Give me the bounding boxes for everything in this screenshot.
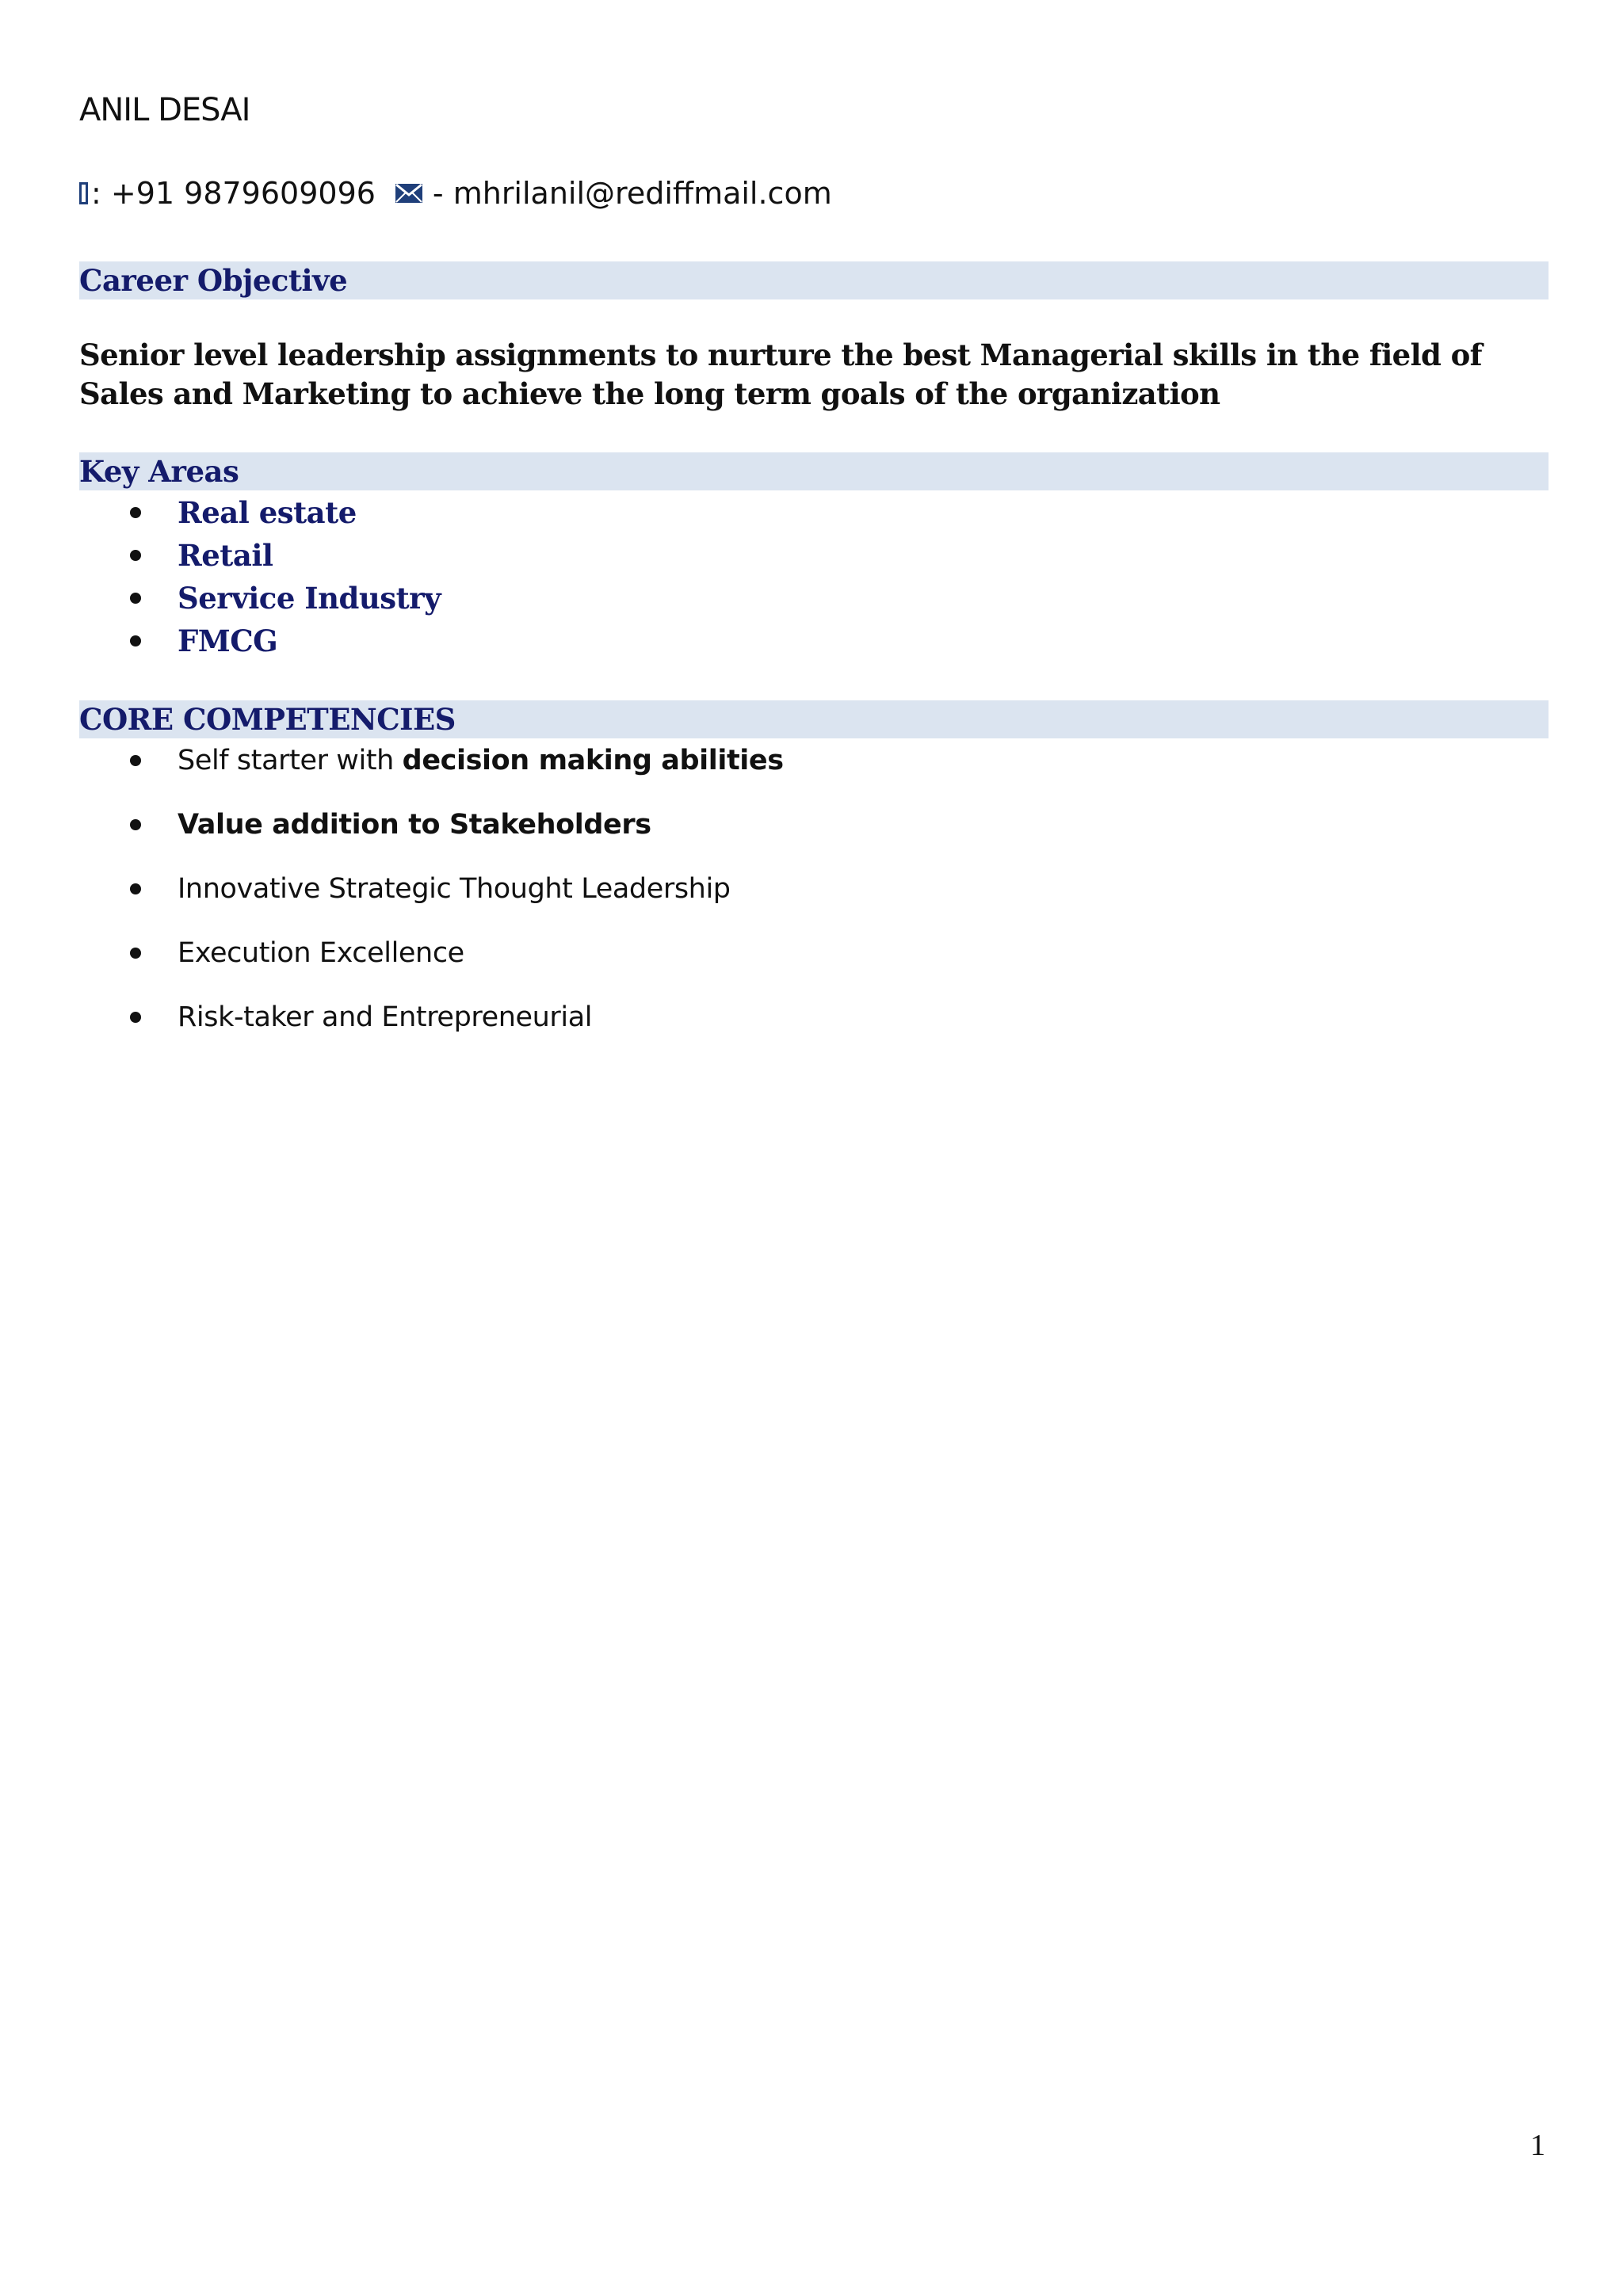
phone-number: : +91 9879609096 (91, 176, 376, 211)
competency-emphasis: decision making abilities (402, 745, 784, 776)
candidate-name: ANIL DESAI (79, 92, 250, 128)
key-area-item (79, 620, 441, 662)
competency-text: Risk-taker and Entrepreneurial (178, 1001, 593, 1033)
key-areas-heading: Key Areas (79, 454, 239, 489)
key-area-item (79, 491, 441, 534)
key-areas-list (79, 491, 441, 662)
page-number: 1 (1530, 2129, 1545, 2162)
contact-line (79, 176, 832, 211)
envelope-icon (395, 183, 423, 204)
competency-text: Innovative Strategic Thought Leadership (178, 873, 731, 905)
key-area-label: FMCG (178, 624, 278, 658)
key-area-label: Real estate (178, 495, 357, 530)
key-area-label: Retail (178, 538, 273, 573)
bullet-icon (130, 635, 141, 646)
competency-item (79, 801, 784, 865)
bullet-icon (130, 819, 141, 830)
competency-text: Self starter with (178, 745, 403, 776)
bullet-icon (130, 507, 141, 518)
key-areas-bar (79, 452, 1549, 490)
core-competencies-list (79, 737, 784, 1058)
bullet-icon (130, 1012, 141, 1023)
competency-item (79, 929, 784, 994)
bullet-icon (130, 948, 141, 959)
email-address: - mhrilanil@rediffmail.com (432, 176, 832, 211)
competency-item (79, 737, 784, 801)
competency-emphasis: Value addition to Stakeholders (178, 809, 651, 841)
bullet-icon (130, 883, 141, 894)
bullet-icon (130, 593, 141, 604)
core-competencies-heading: CORE COMPETENCIES (79, 702, 456, 737)
bullet-icon (130, 550, 141, 561)
career-objective-heading: Career Objective (79, 263, 348, 298)
key-area-item (79, 577, 441, 620)
phone-icon (79, 182, 88, 204)
key-area-label: Service Industry (178, 581, 441, 616)
competency-text: Execution Excellence (178, 937, 464, 969)
competency-item (79, 865, 784, 929)
competency-item (79, 994, 784, 1058)
bullet-icon (130, 755, 141, 766)
career-objective-text: Senior level leadership assignments to nurture the best Managerial skills in the field of Sales and Marketing to achieve the long term goals of the organization (79, 338, 1482, 411)
key-area-item (79, 534, 441, 577)
